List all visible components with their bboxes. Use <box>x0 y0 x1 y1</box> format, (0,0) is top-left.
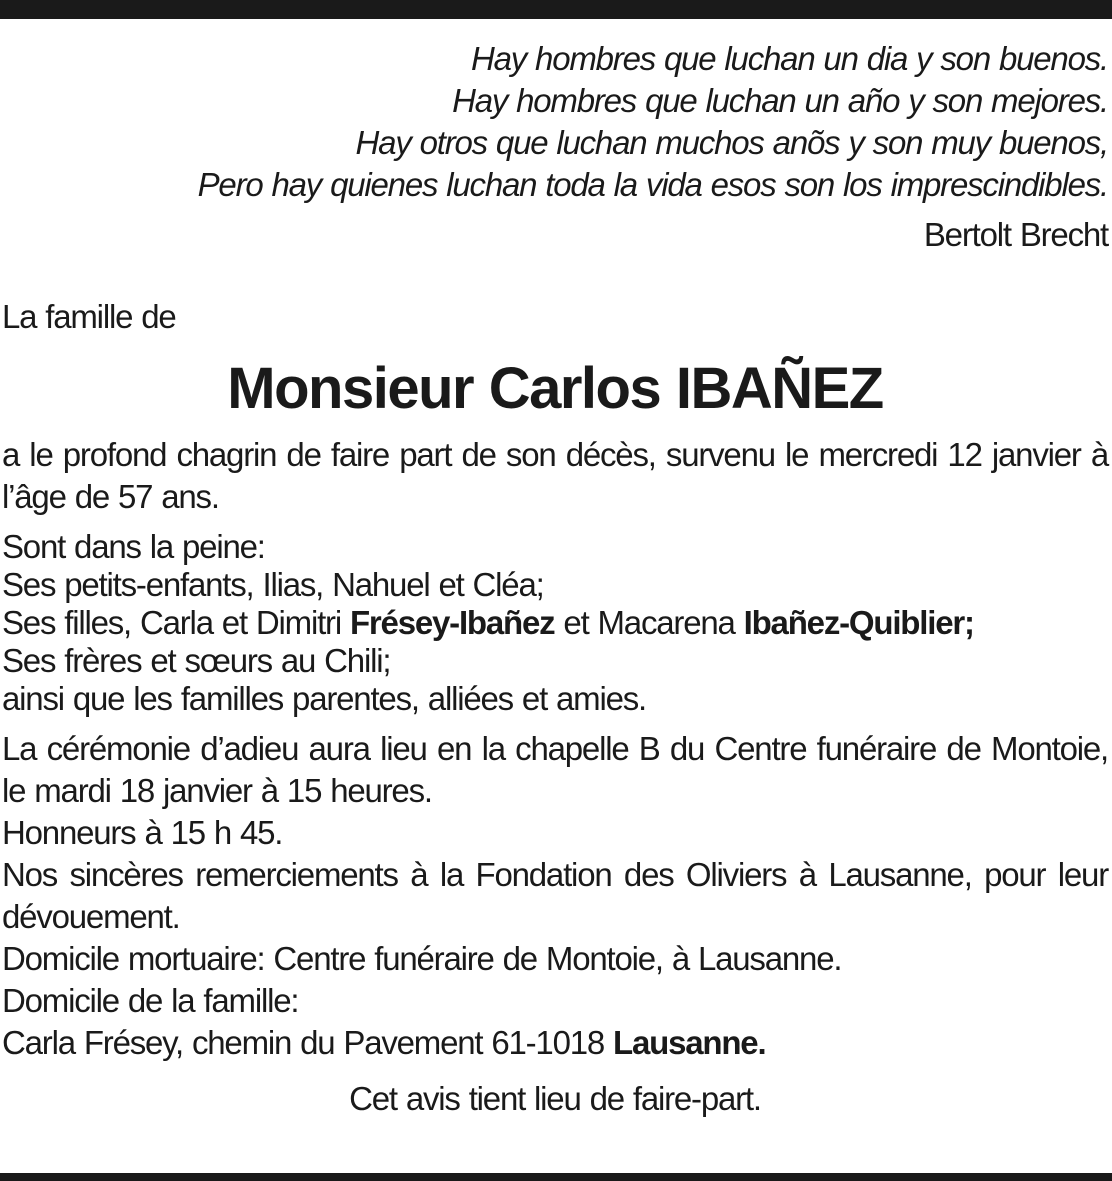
daughters-middle: et Macarena <box>554 604 744 641</box>
intro-text: La famille de <box>2 298 176 335</box>
daughters-family-name-1: Frésey-Ibañez <box>349 604 555 641</box>
ceremony-honours: Honneurs à 15 h 45. <box>2 814 283 851</box>
mourners-siblings: Ses frères et sœurs au Chili; <box>2 642 391 679</box>
quote-author: Bertolt Brecht <box>923 216 1108 253</box>
epigraph-quote <box>2 38 1108 206</box>
family-address-street: Carla Frésey, chemin du Pavement 61-1018 <box>2 1024 614 1061</box>
daughters-prefix: Ses filles, Carla et Dimitri <box>2 604 350 641</box>
announcement-text: a le profond chagrin de faire part de son décès, survenu le mercredi 12 janvier à l’âge de 57 ans. <box>2 436 1108 515</box>
obituary-notice <box>2 38 1108 1120</box>
quote-line: Hay otros que luchan muchos anõs y son muy buenos, <box>355 124 1108 161</box>
top-rule <box>0 0 1112 19</box>
mortuary-address: Domicile mortuaire: Centre funéraire de Montoie, à Lausanne. <box>2 940 842 977</box>
mourners-grandchildren: Ses petits-enfants, Ilias, Nahuel et Cléa; <box>2 566 544 603</box>
daughters-family-name-2: Ibañez-Quiblier; <box>743 604 974 641</box>
family-address-city: Lausanne. <box>613 1024 766 1061</box>
ceremony-thanks: Nos sincères remerciements à la Fondation des Oliviers à Lausanne, pour leur dévouement. <box>2 856 1108 935</box>
quote-line: Pero hay quienes luchan toda la vida esos son los imprescindibles. <box>197 166 1108 203</box>
mourners-daughters <box>2 604 1108 642</box>
closing-note: Cet avis tient lieu de faire-part. <box>349 1080 761 1117</box>
bottom-rule <box>0 1173 1112 1181</box>
mourners-section <box>2 528 1108 718</box>
deceased-name: Monsieur Carlos IBAÑEZ <box>227 356 883 421</box>
mourners-heading: Sont dans la peine: <box>2 528 265 565</box>
family-home-label: Domicile de la famille: <box>2 982 299 1019</box>
ceremony-section <box>2 728 1108 1064</box>
family-address <box>2 1022 1108 1064</box>
mourners-families: ainsi que les familles parentes, alliées et amies. <box>2 680 647 717</box>
quote-line: Hay hombres que luchan un año y son mejores. <box>452 82 1108 119</box>
quote-line: Hay hombres que luchan un dia y son buenos. <box>470 40 1108 77</box>
ceremony-text: La cérémonie d’adieu aura lieu en la chapelle B du Centre funéraire de Montoie, le mardi 18 janvier à 15 heures. <box>2 730 1108 809</box>
